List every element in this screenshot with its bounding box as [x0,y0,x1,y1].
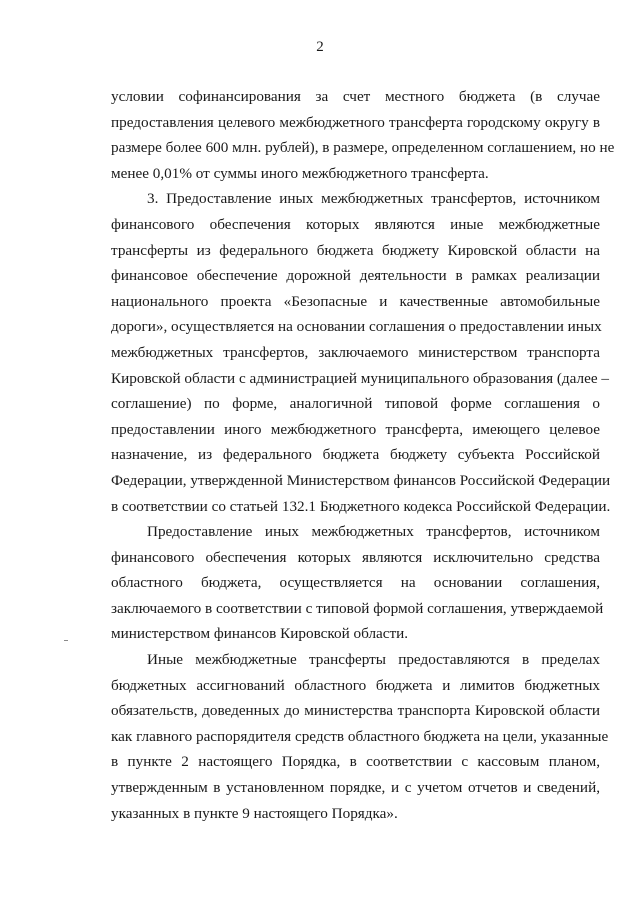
text-line: соглашение) по форме, аналогичной типовой форме соглашения о [111,395,600,413]
text-line: утвержденным в установленном порядке, и с учетом отчетов и сведений, [111,779,600,797]
text-line: предоставлении иного межбюджетного трансферта, имеющего целевое [111,420,600,438]
paragraph-continuation [111,84,615,186]
text-line: трансферты из федерального бюджета бюджету Кировской области на [111,241,600,259]
text-line: заключаемого в соответствии с типовой формой соглашения, утверждаемой [111,599,604,617]
text-line: министерством финансов Кировской области. [111,625,409,643]
text-line: финансовое обеспечение дорожной деятельности в рамках реализации [111,267,600,285]
text-line: Иные межбюджетные трансферты предоставляются в пределах [147,651,600,669]
text-line: назначение, из федерального бюджета бюджету субъекта Российской [111,446,600,464]
text-line: предоставления целевого межбюджетного трансферта городскому округу в [111,113,600,131]
text-line: финансового обеспечения которых являются исключительно средства [111,548,600,566]
text-line: в пункте 2 настоящего Порядка, в соответствии с кассовым планом, [111,753,600,771]
text-line: размере более 600 млн. рублей), в размере, определенном соглашением, но не [111,139,615,157]
text-line: менее 0,01% от суммы иного межбюджетного трансферта. [111,164,489,182]
text-line: как главного распорядителя средств областного бюджета на цели, указанные [111,727,609,745]
text-line: Предоставление иных межбюджетных трансфертов, источником [147,523,600,541]
paragraph-budget-limits [111,647,609,826]
text-line: межбюджетных трансфертов, заключаемого министерством транспорта [111,343,600,361]
text-line: областного бюджета, осуществляется на основании соглашения, [111,574,600,592]
text-line: национального проекта «Безопасные и качественные автомобильные [111,292,600,310]
text-line: условии софинансирования за счет местного бюджета (в случае [111,88,600,105]
text-line: Федерации, утвержденной Министерством финансов Российской Федерации [111,471,611,489]
text-line: обязательств, доведенных до министерства транспорта Кировской области [111,702,600,720]
text-line: в соответствии со статьей 132.1 Бюджетного кодекса Российской Федерации. [111,497,611,515]
scan-mark [64,640,68,641]
text-line: Кировской области с администрацией муниципального образования (далее – [111,369,609,387]
text-line: 3. Предоставление иных межбюджетных трансфертов, источником [147,190,600,208]
text-line: бюджетных ассигнований областного бюджета и лимитов бюджетных [111,676,600,694]
page-number: 2 [316,39,324,55]
text-line: финансового обеспечения которых являются иные межбюджетные [111,215,600,233]
paragraph-item-3 [111,186,611,519]
text-line: указанных в пункте 9 настоящего Порядка». [111,804,398,822]
paragraph-regional-budget [111,519,604,647]
text-line: дороги», осуществляется на основании соглашения о предоставлении иных [111,318,602,336]
document-body [111,84,615,826]
